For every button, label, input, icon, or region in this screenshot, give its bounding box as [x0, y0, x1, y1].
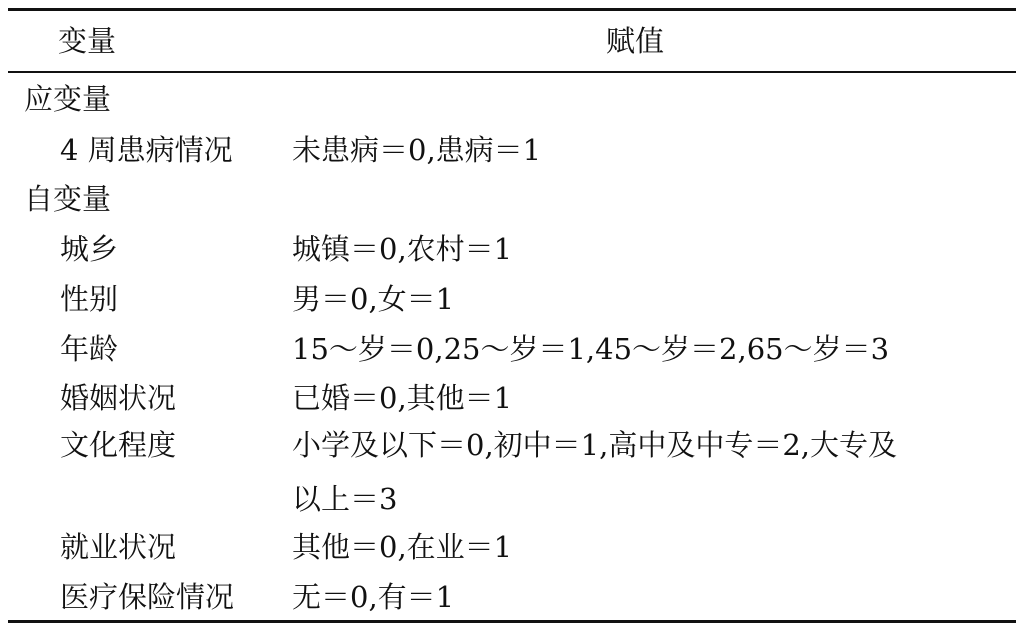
row-value-age: 15～岁＝0,25～岁＝1,45～岁＝2,65～岁＝3	[292, 332, 890, 366]
row-value-education-line1: 小学及以下＝0,初中＝1,高中及中专＝2,大专及	[292, 428, 898, 462]
section-title-dependent: 应变量	[24, 82, 112, 116]
row-variable-age: 年龄	[60, 332, 119, 366]
row-value-employment: 其他＝0,在业＝1	[292, 530, 513, 564]
header-value: 赋值	[606, 24, 665, 58]
header-rule	[8, 71, 1016, 73]
row-variable-education: 文化程度	[60, 428, 177, 462]
row-variable-illness: 4 周患病情况	[60, 133, 233, 167]
row-variable-urban-rural: 城乡	[60, 232, 119, 266]
section-title-independent: 自变量	[24, 182, 112, 216]
bottom-rule	[8, 620, 1016, 623]
variable-assignment-table	[8, 8, 1016, 624]
row-variable-gender: 性别	[60, 282, 119, 316]
row-value-urban-rural: 城镇＝0,农村＝1	[292, 232, 513, 266]
row-value-marital-status: 已婚＝0,其他＝1	[292, 381, 513, 415]
row-value-gender: 男＝0,女＝1	[292, 282, 455, 316]
row-variable-marital-status: 婚姻状况	[60, 381, 177, 415]
row-value-medical-insurance: 无＝0,有＝1	[292, 580, 455, 614]
row-variable-employment: 就业状况	[60, 530, 177, 564]
row-value-illness: 未患病＝0,患病＝1	[292, 133, 542, 167]
top-rule	[8, 8, 1016, 11]
header-variable: 变量	[58, 24, 117, 58]
row-value-education-line2: 以上＝3	[292, 482, 398, 516]
row-variable-medical-insurance: 医疗保险情况	[60, 580, 235, 614]
